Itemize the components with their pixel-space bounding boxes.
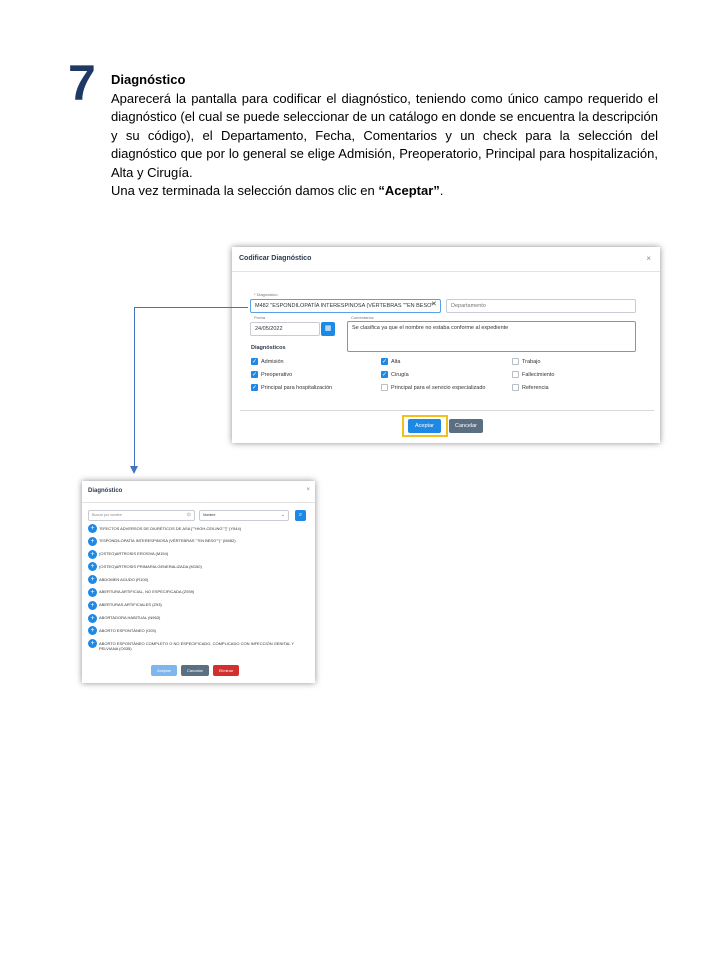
chevron-down-icon: ⌄ xyxy=(280,512,285,518)
add-icon[interactable]: + xyxy=(88,537,97,546)
add-icon[interactable]: + xyxy=(88,588,97,597)
add-icon[interactable]: + xyxy=(88,562,97,571)
checkbox-label: Principal para hospitalización xyxy=(261,384,333,391)
diagnostico-field[interactable] xyxy=(250,299,441,313)
closing-bold: “Aceptar” xyxy=(378,183,440,198)
closing-prefix: Una vez terminada la selección damos clic en xyxy=(111,183,379,198)
departamento-placeholder: Departamento xyxy=(451,303,486,309)
list-item-label: ABORTO ESPONTÁNEO (O03) xyxy=(99,627,156,633)
list-item[interactable] xyxy=(88,639,310,659)
checkbox-principal-hospitalizacion[interactable] xyxy=(251,384,332,391)
footer-divider xyxy=(240,410,654,411)
checkbox-box[interactable]: ✓ xyxy=(251,384,258,391)
add-icon[interactable]: + xyxy=(88,626,97,635)
list-item[interactable] xyxy=(88,601,310,614)
list-item-label: (OSTEO)ARTROSIS EROSIVA (M154) xyxy=(99,551,169,557)
list-item[interactable] xyxy=(88,524,310,537)
checkbox-preoperativo[interactable] xyxy=(251,371,292,378)
checkbox-label: Cirugía xyxy=(391,371,409,378)
checkbox-referencia[interactable] xyxy=(512,384,549,391)
list-item[interactable] xyxy=(88,562,310,575)
checkbox-cirugia[interactable] xyxy=(381,371,409,378)
search-icon: ⌕ xyxy=(298,512,303,518)
list-item[interactable] xyxy=(88,588,310,601)
diagnosis-list xyxy=(88,524,310,659)
search-button[interactable] xyxy=(295,510,306,521)
list-item-label: "ESPONDILOPATÍA INTERESPINOSA (VÉRTEBRAS ""EN BESO"")" (M482) xyxy=(99,538,236,544)
diagnostico-label: * Diagnóstico xyxy=(254,292,278,297)
list-item-label: ABORTADORA HABITUAL (N963) xyxy=(99,615,161,621)
list-item-label: "EFECTOS ADVERSOS DE DIURÉTICOS DE ASA [""HIGH-CEILING""]" (Y544) xyxy=(99,525,242,531)
accept-button[interactable]: Aceptar xyxy=(151,665,177,676)
list-item[interactable] xyxy=(88,575,310,588)
list-item[interactable] xyxy=(88,614,310,627)
clear-icon[interactable]: ✕ xyxy=(431,301,437,308)
search-placeholder: Buscar por nombre xyxy=(92,513,122,517)
fecha-label: Fecha xyxy=(254,315,266,320)
diagnosticos-section-title: Diagnósticos xyxy=(251,345,286,351)
step-number: 7 xyxy=(68,55,96,111)
add-icon[interactable]: + xyxy=(88,550,97,559)
delete-button[interactable]: Eliminar xyxy=(213,665,239,676)
cancel-button[interactable]: Cancelar xyxy=(449,419,483,433)
list-item[interactable] xyxy=(88,626,310,639)
list-item-label: ABDOMEN AGUDO (R100) xyxy=(99,576,149,582)
checkbox-fallecimiento[interactable] xyxy=(512,371,554,378)
add-icon[interactable]: + xyxy=(88,601,97,610)
step-body: Aparecerá la pantalla para codificar el diagnóstico, teniendo como único campo requerido el diagnóstico (el cual se puede seleccionar de un catálogo en donde se encuentra la descripción y su código), el Departamento, Fecha, Comentarios y un check para la selección del diagnóstico que por lo general se elige Admisión, Preoperatorio, Principal para hospitalización, Alta y Cirugía. xyxy=(111,90,658,180)
checkbox-label: Preoperativo xyxy=(261,371,293,378)
fecha-value: 24/05/2022 xyxy=(255,326,283,332)
checkbox-label: Alta xyxy=(391,358,401,365)
diagnostico-value: M482 "ESPONDILOPATÍA INTERESPINOSA (VÉRTEBRAS ""EN BESO" xyxy=(255,303,434,309)
step-title: Diagnóstico xyxy=(111,72,186,87)
list-item-label: ABERTURA ARTIFICIAL, NO ESPECIFICADA (Z939) xyxy=(99,589,195,595)
search-field-select[interactable] xyxy=(199,510,289,521)
connector-line xyxy=(134,307,248,308)
checkbox-box[interactable]: ✓ xyxy=(381,358,388,365)
checkbox-box[interactable]: ✓ xyxy=(251,358,258,365)
header-divider xyxy=(82,502,315,503)
checkbox-box[interactable] xyxy=(512,371,519,378)
checkbox-alta[interactable] xyxy=(381,358,400,365)
close-icon[interactable]: × xyxy=(306,487,310,493)
step-description xyxy=(111,71,658,201)
arrow-head-icon xyxy=(130,466,138,474)
list-item[interactable] xyxy=(88,537,310,550)
checkbox-box[interactable] xyxy=(512,358,519,365)
checkbox-label: Principal para el servicio especializado xyxy=(391,384,486,391)
checkbox-label: Referencia xyxy=(522,384,549,391)
checkbox-trabajo[interactable] xyxy=(512,358,540,365)
checkbox-label: Admisión xyxy=(261,358,284,365)
cancel-button[interactable]: Cancelar xyxy=(181,665,209,676)
connector-line xyxy=(134,307,135,467)
calendar-icon[interactable]: ▦ xyxy=(321,322,335,336)
dialog-title: Codificar Diagnóstico xyxy=(239,255,312,262)
dialog-title: Diagnóstico xyxy=(88,488,123,494)
checkbox-box[interactable] xyxy=(512,384,519,391)
list-item[interactable] xyxy=(88,550,310,563)
list-item-label: ABORTO ESPONTÁNEO COMPLETO O NO ESPECIFICADO, COMPLICADO CON INFECCIÓN GENITAL Y PELVIANA (O035) xyxy=(99,640,294,652)
select-value: Nombre xyxy=(203,513,216,517)
departamento-field[interactable] xyxy=(446,299,636,313)
list-item-label: ABERTURAS ARTIFICIALES (Z93) xyxy=(99,602,162,608)
fecha-field[interactable] xyxy=(250,322,320,336)
close-icon[interactable]: × xyxy=(646,254,651,263)
checkbox-box[interactable]: ✓ xyxy=(381,371,388,378)
checkbox-label: Trabajo xyxy=(522,358,541,365)
add-icon[interactable]: + xyxy=(88,639,97,648)
checkbox-box[interactable]: ✓ xyxy=(251,371,258,378)
add-icon[interactable]: + xyxy=(88,524,97,533)
list-item-label: (OSTEO)ARTROSIS PRIMARIA GENERALIZADA (M150) xyxy=(99,563,202,569)
closing-suffix: . xyxy=(439,183,444,198)
comentarios-label: Comentarios xyxy=(351,315,374,320)
checkbox-principal-servicio[interactable] xyxy=(381,384,485,391)
search-icon: ⊙ xyxy=(186,512,191,518)
accept-button[interactable]: Aceptar xyxy=(408,419,441,433)
comentarios-field[interactable] xyxy=(347,321,636,352)
checkbox-box[interactable] xyxy=(381,384,388,391)
add-icon[interactable]: + xyxy=(88,614,97,623)
comentarios-value: Se clasifica ya que el nombre no estaba conforme al expediente xyxy=(352,325,509,331)
search-input[interactable] xyxy=(88,510,195,521)
checkbox-label: Fallecimiento xyxy=(522,371,555,378)
add-icon[interactable]: + xyxy=(88,575,97,584)
header-divider xyxy=(232,271,660,272)
closing-line xyxy=(111,182,658,201)
checkbox-admision[interactable] xyxy=(251,358,284,365)
